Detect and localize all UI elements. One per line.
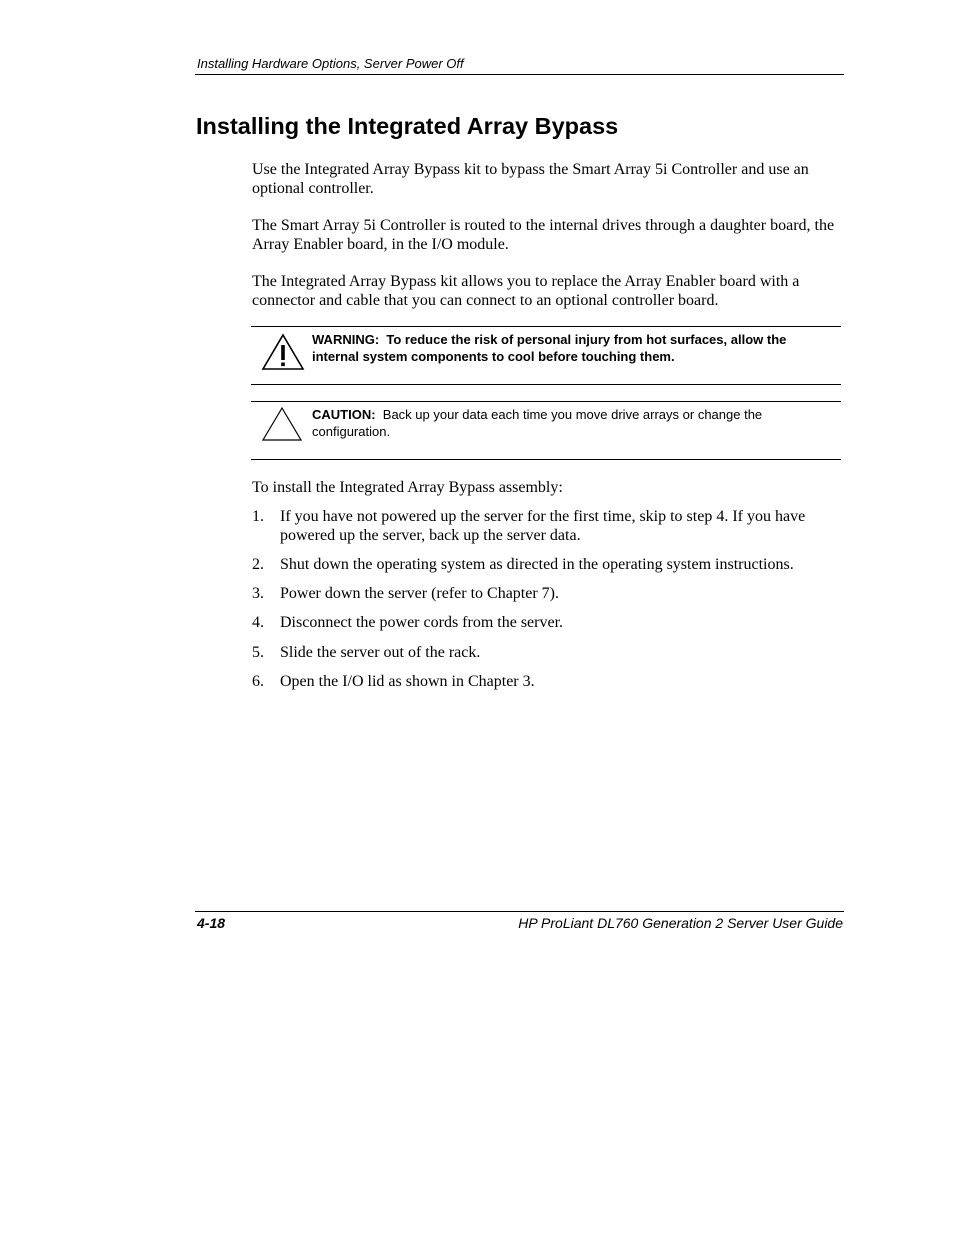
paragraph-intro: Use the Integrated Array Bypass kit to bypass the Smart Array 5i Controller and use an optional controller. bbox=[252, 161, 809, 197]
warning-message: To reduce the risk of personal injury from hot surfaces, allow the internal system components to cool before touching them. bbox=[312, 332, 787, 364]
caution-message: Back up your data each time you move drive arrays or change the configuration. bbox=[312, 407, 763, 439]
step-number: 3. bbox=[252, 585, 264, 602]
warning-text bbox=[312, 331, 832, 365]
step-text: Open the I/O lid as shown in Chapter 3. bbox=[280, 673, 535, 690]
header-rule bbox=[195, 74, 844, 75]
step-number: 6. bbox=[252, 673, 264, 690]
step-number: 1. bbox=[252, 508, 264, 525]
step-number: 2. bbox=[252, 556, 264, 573]
book-title: HP ProLiant DL760 Generation 2 Server User Guide bbox=[518, 915, 843, 931]
step-number: 5. bbox=[252, 644, 264, 661]
section-title: Installing the Integrated Array Bypass bbox=[196, 113, 619, 139]
caution-text bbox=[312, 406, 832, 440]
step-text: Power down the server (refer to Chapter 7). bbox=[280, 585, 560, 602]
step-text: Slide the server out of the rack. bbox=[280, 644, 481, 661]
warning-box bbox=[251, 326, 841, 385]
step-number: 4. bbox=[252, 614, 264, 631]
warning-exclamation-triangle-icon bbox=[261, 333, 305, 376]
warning-label: WARNING: bbox=[312, 332, 380, 347]
footer-rule bbox=[195, 911, 844, 912]
page-number: 4-18 bbox=[197, 915, 226, 931]
procedure-intro: To install the Integrated Array Bypass assembly: bbox=[252, 479, 563, 496]
step-text: If you have not powered up the server for the first time, skip to step 4. If you have powered up the server, back up the server data. bbox=[280, 508, 806, 544]
caution-box bbox=[251, 401, 841, 460]
paragraph-bypass-kit: The Integrated Array Bypass kit allows you to replace the Array Enabler board with a connector and cable that you can connect to an optional controller board. bbox=[252, 273, 800, 309]
caution-triangle-icon bbox=[261, 406, 303, 447]
step-text: Shut down the operating system as directed in the operating system instructions. bbox=[280, 556, 794, 573]
step-text: Disconnect the power cords from the server. bbox=[280, 614, 564, 631]
running-header: Installing Hardware Options, Server Power Off bbox=[197, 56, 464, 71]
paragraph-controller-routing: The Smart Array 5i Controller is routed to the internal drives through a daughter board, the Array Enabler board, in the I/O module. bbox=[252, 217, 835, 253]
caution-label: CAUTION: bbox=[312, 407, 376, 422]
